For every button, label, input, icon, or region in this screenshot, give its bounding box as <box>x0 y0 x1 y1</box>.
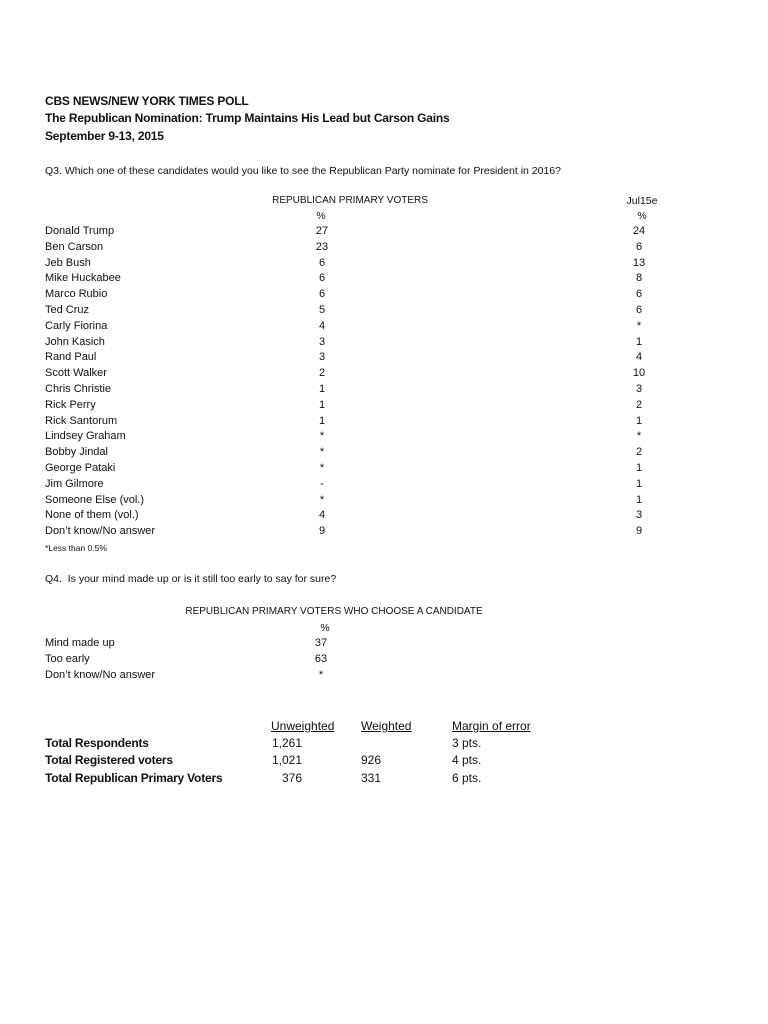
q4-row <box>0 651 768 667</box>
q3-row <box>0 271 768 287</box>
answer-label: Too early <box>45 653 90 665</box>
q3-col1-unit: % <box>316 210 326 222</box>
sample-row <box>0 770 768 788</box>
candidate-name: None of them (vol.) <box>45 509 139 522</box>
q3-footnote: *Less than 0.5% <box>45 543 107 553</box>
q3-row <box>0 461 768 477</box>
weighted-count: 926 <box>361 753 382 767</box>
unweighted-header: Unweighted <box>271 719 335 733</box>
q3-row <box>0 350 768 366</box>
jul15e-percent: 1 <box>635 335 643 348</box>
sample-label: Total Registered voters <box>45 753 173 767</box>
jul15e-percent: 4 <box>635 351 643 364</box>
q3-row <box>0 429 768 445</box>
jul15e-percent: 1 <box>635 461 643 474</box>
answer-percent: 37 <box>314 637 328 649</box>
q3-table <box>0 224 768 540</box>
unweighted-count: 1,261 <box>271 735 302 750</box>
q3-row <box>0 398 768 414</box>
q4-row <box>0 667 768 683</box>
jul15e-percent: 8 <box>635 272 643 285</box>
q4-row <box>0 635 768 651</box>
rpv-percent: 6 <box>318 288 326 301</box>
rpv-percent: 6 <box>318 272 326 285</box>
q3-row <box>0 366 768 382</box>
weighted-header: Weighted <box>361 719 412 733</box>
rpv-percent: * <box>319 493 325 506</box>
jul15e-percent: 24 <box>632 225 646 237</box>
rpv-percent: 3 <box>318 351 326 364</box>
margin-of-error: 4 pts. <box>452 753 482 767</box>
candidate-name: John Kasich <box>45 335 105 348</box>
q4-question: Q4. Is your mind made up or is it still too early to say for sure? <box>45 573 337 585</box>
rpv-percent: 4 <box>318 509 326 522</box>
rpv-percent: * <box>319 461 325 474</box>
sample-label: Total Respondents <box>45 735 149 750</box>
jul15e-percent: * <box>636 319 642 332</box>
candidate-name: Lindsey Graham <box>45 430 126 443</box>
candidate-name: Someone Else (vol.) <box>45 493 145 506</box>
jul15e-percent: 6 <box>635 303 643 316</box>
q3-row <box>0 382 768 398</box>
q3-row <box>0 508 768 524</box>
poll-subtitle: The Republican Nomination: Trump Maintains His Lead but Carson Gains <box>45 111 450 125</box>
q3-row <box>0 303 768 319</box>
jul15e-percent: 1 <box>635 493 643 506</box>
margin-of-error: 3 pts. <box>452 735 482 750</box>
q3-row <box>0 224 768 240</box>
rpv-percent: 9 <box>318 525 326 538</box>
rpv-percent: 2 <box>318 367 326 380</box>
candidate-name: Ben Carson <box>45 240 104 253</box>
jul15e-percent: * <box>636 430 642 443</box>
answer-percent: 63 <box>314 653 328 665</box>
candidate-name: Scott Walker <box>45 367 107 380</box>
sample-label: Total Republican Primary Voters <box>45 770 223 785</box>
rpv-percent: 1 <box>318 414 326 427</box>
margin-header: Margin of error <box>452 719 531 733</box>
poll-title: CBS NEWS/NEW YORK TIMES POLL <box>45 94 249 108</box>
candidate-name: Marco Rubio <box>45 288 108 301</box>
candidate-name: Rand Paul <box>45 351 97 364</box>
jul15e-percent: 3 <box>635 382 643 395</box>
rpv-percent: 4 <box>318 319 326 332</box>
q3-row <box>0 414 768 430</box>
candidate-name: Chris Christie <box>45 382 112 395</box>
q3-row <box>0 524 768 540</box>
q3-col2-header: Jul15e <box>626 195 658 207</box>
q4-col-header: REPUBLICAN PRIMARY VOTERS WHO CHOOSE A CANDIDATE <box>185 606 483 617</box>
poll-dates: September 9-13, 2015 <box>45 129 164 143</box>
jul15e-percent: 10 <box>632 367 646 380</box>
candidate-name: George Pataki <box>45 461 116 474</box>
jul15e-percent: 2 <box>635 446 643 459</box>
jul15e-percent: 1 <box>635 477 643 490</box>
q4-table <box>0 635 768 683</box>
margin-of-error: 6 pts. <box>452 770 482 785</box>
rpv-percent: 3 <box>318 335 326 348</box>
candidate-name: Rick Santorum <box>45 414 118 427</box>
jul15e-percent: 2 <box>635 398 643 411</box>
q3-row <box>0 319 768 335</box>
rpv-percent: 6 <box>318 256 326 269</box>
q3-row <box>0 477 768 493</box>
jul15e-percent: 6 <box>635 240 643 253</box>
jul15e-percent: 13 <box>632 256 646 269</box>
rpv-percent: 5 <box>318 303 326 316</box>
candidate-name: Ted Cruz <box>45 303 90 316</box>
rpv-percent: 1 <box>318 382 326 395</box>
answer-label: Don’t know/No answer <box>45 669 156 681</box>
q3-row <box>0 287 768 303</box>
q4-col-unit: % <box>320 622 330 634</box>
jul15e-percent: 9 <box>635 525 643 538</box>
sample-row <box>0 735 768 753</box>
weighted-count: 331 <box>361 770 382 785</box>
candidate-name: Bobby Jindal <box>45 446 108 459</box>
q3-row <box>0 335 768 351</box>
q3-row <box>0 256 768 272</box>
rpv-percent: 23 <box>315 240 329 253</box>
jul15e-percent: 6 <box>635 288 643 301</box>
jul15e-percent: 1 <box>635 414 643 427</box>
sample-row <box>0 752 768 770</box>
candidate-name: Rick Perry <box>45 398 96 411</box>
rpv-percent: * <box>319 430 325 443</box>
candidate-name: Donald Trump <box>45 225 115 237</box>
q3-question: Q3. Which one of these candidates would you like to see the Republican Party nominate for President in 2016? <box>45 165 561 177</box>
rpv-percent: * <box>319 446 325 459</box>
rpv-percent: 27 <box>315 225 329 237</box>
rpv-percent: - <box>320 477 324 490</box>
candidate-name: Mike Huckabee <box>45 272 121 285</box>
unweighted-count: 376 <box>281 770 302 785</box>
sample-size-table <box>0 735 768 788</box>
q3-col1-header: REPUBLICAN PRIMARY VOTERS <box>272 195 428 206</box>
candidate-name: Don’t know/No answer <box>45 525 156 538</box>
rpv-percent: 1 <box>318 398 326 411</box>
unweighted-count: 1,021 <box>271 753 302 767</box>
q3-row <box>0 493 768 509</box>
candidate-name: Carly Fiorina <box>45 319 108 332</box>
jul15e-percent: 3 <box>635 509 643 522</box>
candidate-name: Jim Gilmore <box>45 477 104 490</box>
answer-percent: * <box>318 669 324 681</box>
q3-row <box>0 445 768 461</box>
answer-label: Mind made up <box>45 637 115 649</box>
q3-row <box>0 240 768 256</box>
candidate-name: Jeb Bush <box>45 256 91 269</box>
q3-col2-unit: % <box>637 210 647 222</box>
